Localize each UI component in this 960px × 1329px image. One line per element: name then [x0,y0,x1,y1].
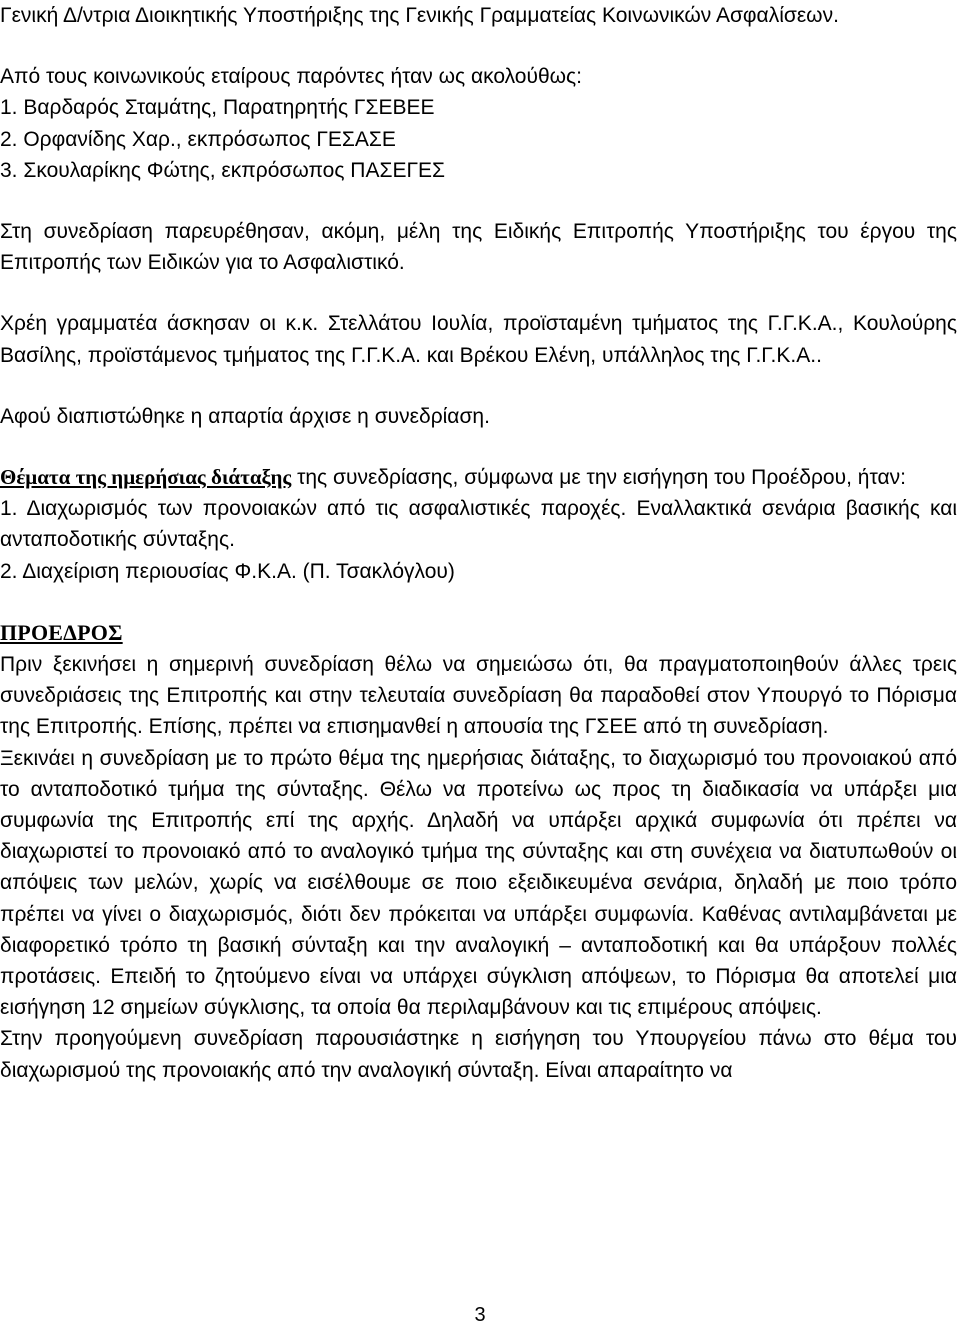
spacer [0,186,957,216]
agenda-intro-rest: της συνεδρίασης, σύμφωνα με την εισήγηση του Προέδρου, ήταν: [291,466,906,490]
chairman-paragraph: Ξεκινάει η συνεδρίαση με το πρώτο θέμα της ημερήσιας διάταξης, το διαχωρισμό του προνοιακού από το ανταποδοτικό τμήμα της σύνταξης. Θέλω να προτείνω ως προς τη διαδικασία να υπάρξει μια συμφωνία της Επιτροπής επί της αρχής. Δηλαδή να υπάρξει αρχικά συμφωνία ότι πρέπει να διαχωριστεί το προνοιακό από το αναλογικό τμήμα της σύνταξης και στη συνέχεια να διατυπωθούν οι απόψεις των μελών, χωρίς να εισέλθουμε σε ποιο εξειδικευμένα σενάρια, δηλαδή με ποιο τρόπο πρέπει να γίνει ο διαχωρισμός, διότι δεν πρόκειται να υπάρξει συμφωνία. Καθένας αντιλαμβάνεται με διαφορετικό τρόπο τη βασική σύνταξη και την αναλογική – ανταποδοτική και θα υπάρξουν πολλές προτάσεις. Επειδή το ζητούμενο είναι να υπάρχει σύγκλιση απόψεων, το Πόρισμα θα αποτελεί μια εισήγηση 12 σημείων σύγκλισης, τα οποία θα περιλαμβάνουν και τις επιμέρους απόψεις. [0,746,957,1020]
agenda-intro [0,462,957,493]
social-partners-heading: Από τους κοινωνικούς εταίρους παρόντες ήταν ως ακολούθως: [0,65,582,89]
spacer [0,432,957,462]
list-item: 1. Βαρδαρός Σταμάτης, Παρατηρητής ΓΣΕΒΕΕ [0,96,435,120]
intro-line: Γενική Δ/ντρια Διοικητικής Υποστήριξης της Γενικής Γραμματείας Κοινωνικών Ασφαλίσεων. [0,4,839,27]
chairman-heading: ΠΡΟΕΔΡΟΣ [0,619,123,645]
chairman-paragraph: Πριν ξεκινήσει η σημερινή συνεδρίαση θέλω να σημειώσω ότι, θα πραγματοποιηθούν άλλες τρεις συνεδριάσεις της Επιτροπής και στην τελευταία συνεδρίαση θα παραδοθεί στον Υπουργό το Πόρισμα της Επιτροπής. Επίσης, πρέπει να επισημανθεί η απουσία της ΓΣΕΕ από τη συνεδρίαση. [0,653,957,739]
spacer [0,371,957,401]
spacer [0,278,957,308]
page-number: 3 [474,1304,486,1326]
agenda-label: Θέματα της ημερήσιας διάταξης [0,465,292,490]
list-item: 3. Σκουλαρίκης Φώτης, εκπρόσωπος ΠΑΣΕΓΕΣ [0,158,445,182]
committee-members-paragraph: Στη συνεδρίαση παρευρέθησαν, ακόμη, μέλη της Ειδικής Επιτροπής Υποστήριξης του έργου της Επιτροπής των Ειδικών για το Ασφαλιστικό. [0,220,957,275]
agenda-item: 2. Διαχείριση περιουσίας Φ.Κ.Α. (Π. Τσακλόγλου) [0,559,455,583]
secretaries-paragraph: Χρέη γραμματέα άσκησαν οι κ.κ. Στελλάτου Ιουλία, προϊσταμένη τμήματος της Γ.Γ.Κ.Α., Κουλούρης Βασίλης, προϊστάμενος τμήματος της Γ.Γ.Κ.Α. και Βρέκου Ελένη, υπάλληλος της Γ.Γ.Κ.Α.. [0,312,957,367]
agenda-item: 1. Διαχωρισμός των προνοιακών από τις ασφαλιστικές παροχές. Εναλλακτικά σενάρια βασικής και ανταποδοτικής σύνταξης. [0,497,957,552]
chairman-paragraph: Στην προηγούμενη συνεδρίαση παρουσιάστηκε η εισήγηση του Υπουργείου πάνω στο θέμα του διαχωρισμού της προνοιακής από την αναλογική σύνταξη. Είναι απαραίτητο να [0,1027,957,1082]
spacer [0,587,957,617]
list-item: 2. Ορφανίδης Χαρ., εκπρόσωπος ΓΕΣΑΣΕ [0,127,396,151]
quorum-paragraph: Αφού διαπιστώθηκε η απαρτία άρχισε η συνεδρίαση. [0,404,490,428]
spacer [0,31,957,61]
